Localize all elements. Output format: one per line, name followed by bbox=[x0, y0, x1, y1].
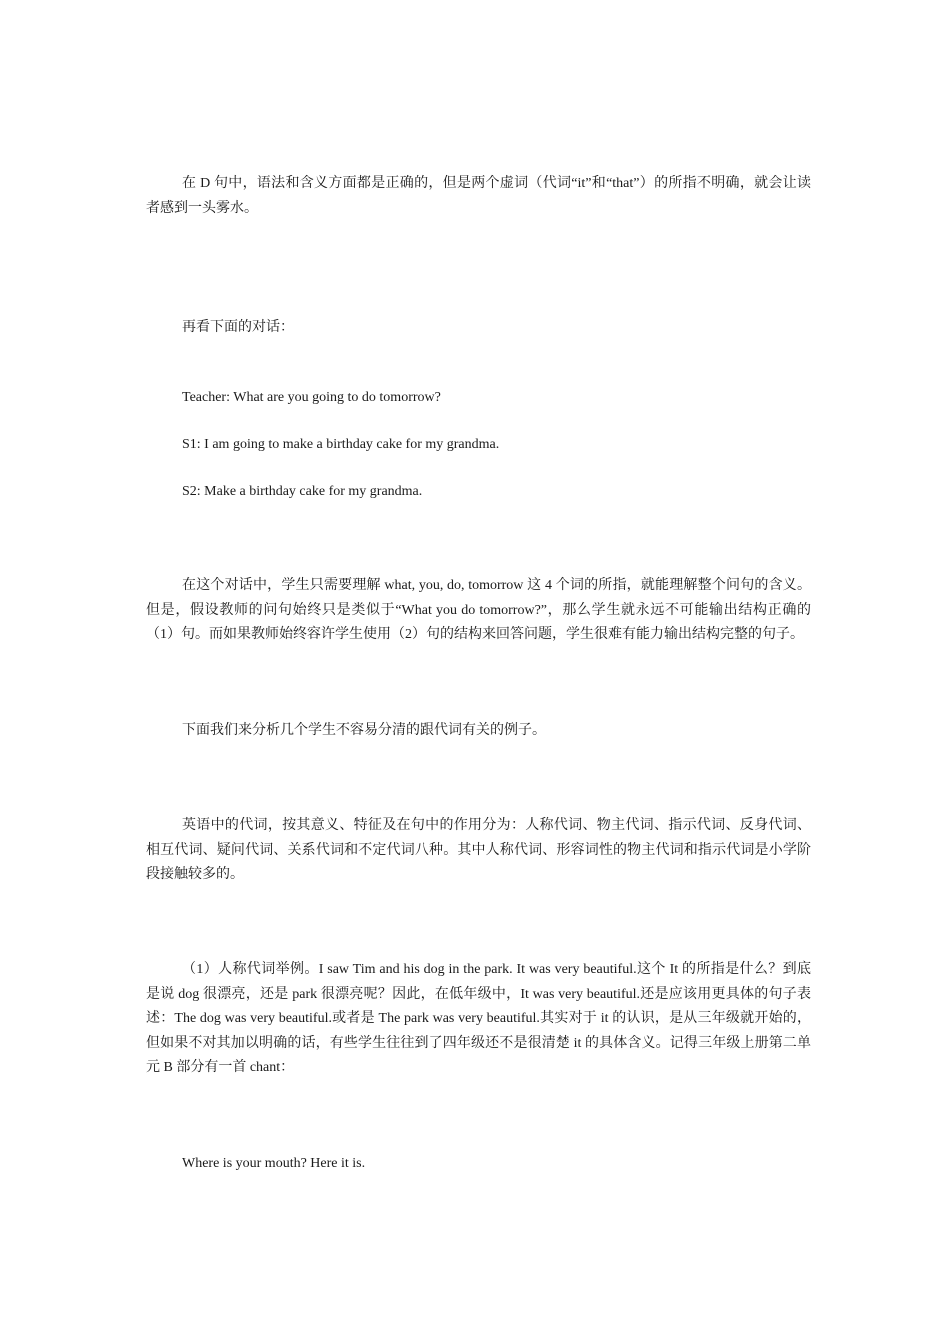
dialogue-line-s2: S2: Make a birthday cake for my grandma. bbox=[182, 484, 423, 499]
dialogue-line-teacher: Teacher: What are you going to do tomorrow? bbox=[182, 390, 441, 405]
paragraph-dialogue-analysis: 在这个对话中，学生只需要理解 what, you, do, tomorrow 这 4 个词的所指，就能理解整个问句的含义。但是，假设教师的问句始终只是类似于“What you do tomorrow?”，那么学生就永远不可能输出结构正确的（1）句。而如果教师始终容许学生使用（2）句的结构来回答问题，学生很难有能力输出结构完整的句子。 bbox=[146, 578, 811, 642]
paragraph-dialogue-intro: 再看下面的对话： bbox=[182, 320, 294, 335]
paragraph-pronoun-types: 英语中的代词，按其意义、特征及在句中的作用分为：人称代词、物主代词、指示代词、反身代词、相互代词、疑问代词、关系代词和不定代词八种。其中人称代词、形容词性的物主代词和指示代词是小学阶段接触较多的。 bbox=[146, 818, 811, 882]
dialogue-line-s1: S1: I am going to make a birthday cake for my grandma. bbox=[182, 437, 500, 452]
paragraph-personal-pronoun-example: （1）人称代词举例。I saw Tim and his dog in the park. It was very beautiful.这个 It 的所指是什么？到底是说 dog 很漂亮，还是 park 很漂亮呢？因此，在低年级中，It was very beautiful.还是应该用更具体的句子表述：The dog was very beautiful.或者是 The park was very beautiful.其实对于 it 的认识，是从三年级就开始的，但如果不对其加以明确的话，有些学生往往到了四年级还不是很清楚 it 的具体含义。记得三年级上册第二单元 B 部分有一首 chant： bbox=[146, 962, 811, 1075]
paragraph-examples-intro: 下面我们来分析几个学生不容易分清的跟代词有关的例子。 bbox=[182, 723, 546, 738]
chant-line: Where is your mouth? Here it is. bbox=[182, 1156, 366, 1171]
paragraph-pronoun-ambiguity: 在 D 句中，语法和含义方面都是正确的，但是两个虚词（代词“it”和“that”）的所指不明确，就会让读者感到一头雾水。 bbox=[146, 176, 811, 216]
